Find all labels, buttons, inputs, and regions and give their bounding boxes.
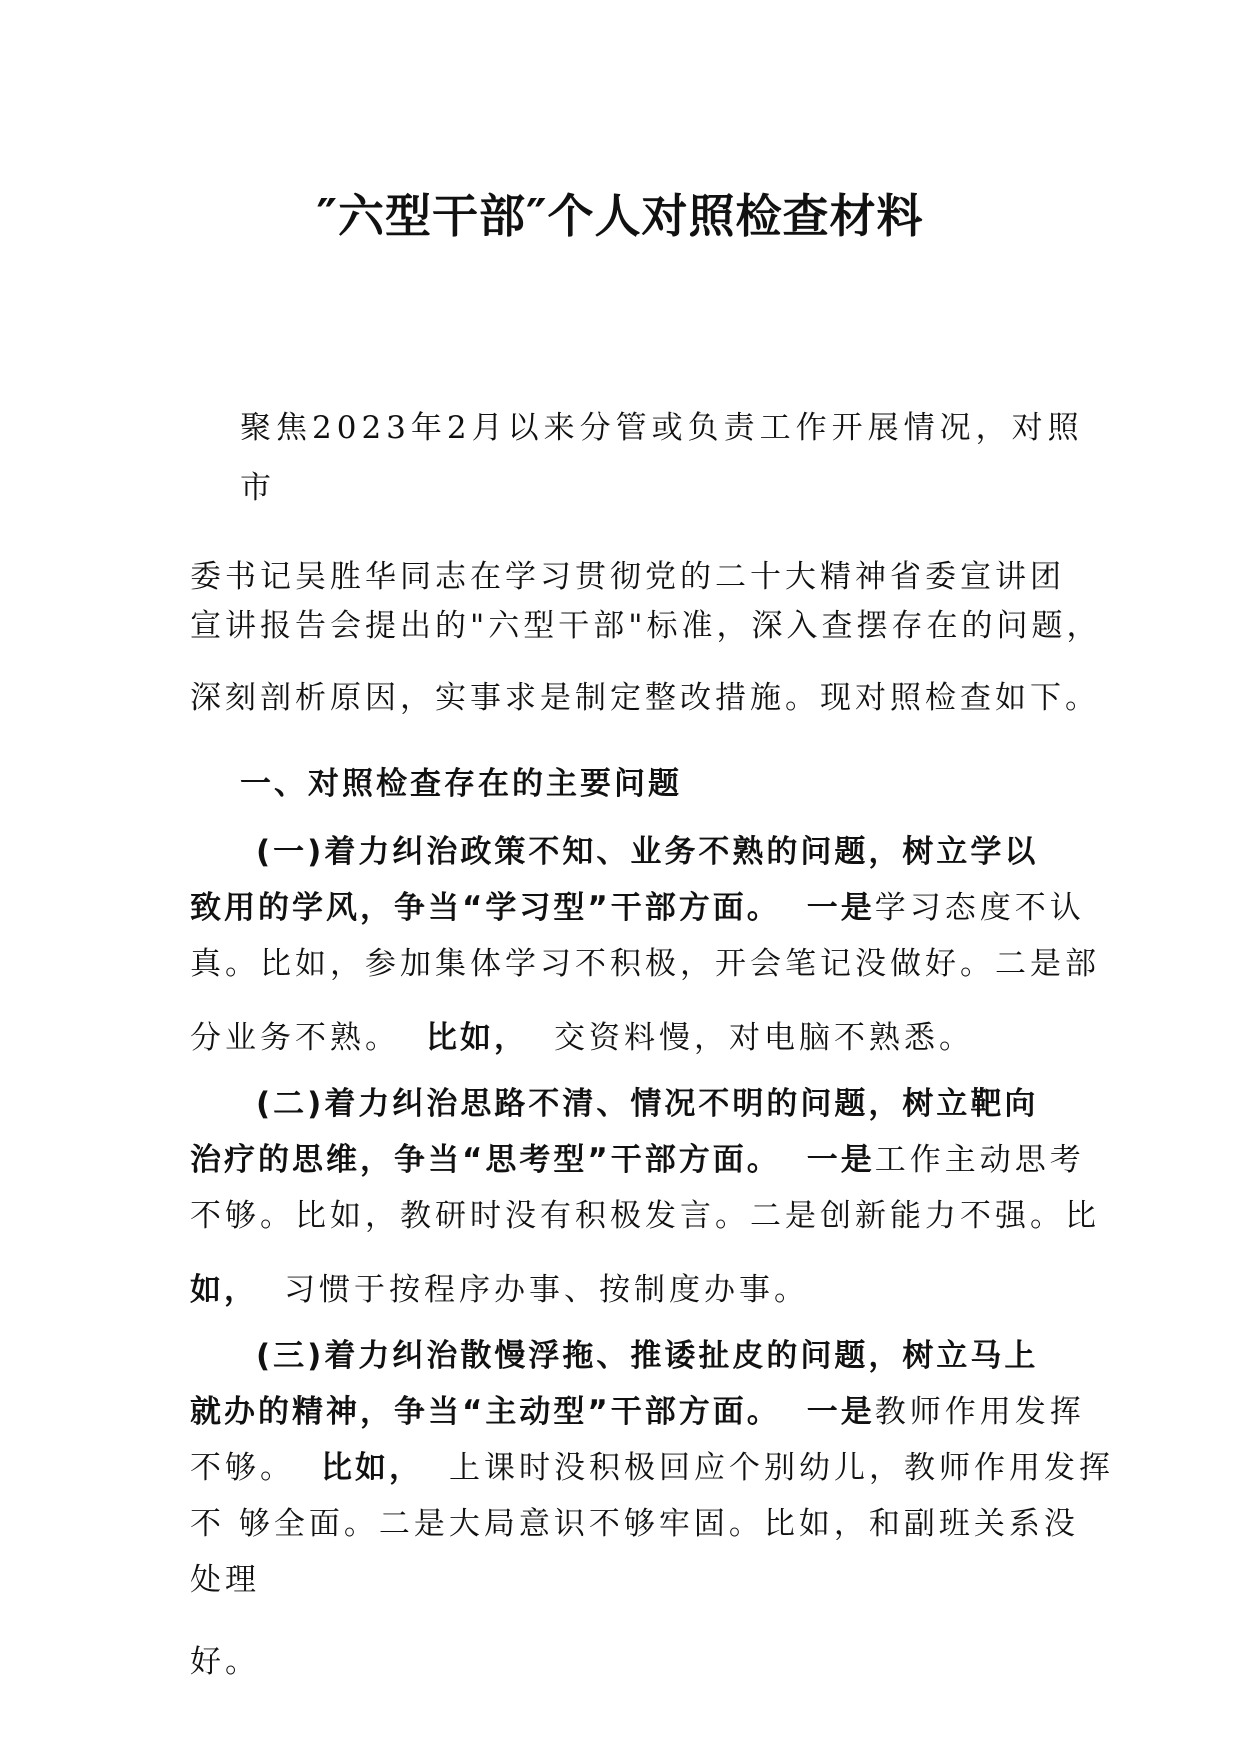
item2-line-4 xyxy=(190,1268,809,1312)
item1-heading-line-2: 致用的学风，争当“学习型”干部方面。 xyxy=(190,890,781,926)
item3-text-e: 处理 xyxy=(190,1562,260,1598)
item1-text-d: 交资料慢，对电脑不熟悉。 xyxy=(554,1020,974,1056)
item1-text-b: 真。比如，参加集体学习不积极，开会笔记没做好。二是部 xyxy=(190,946,1100,982)
item1-heading-line-1: (一)着力纠治政策不知、业务不熟的问题，树立学以 xyxy=(256,834,1039,870)
intro-line-5: 深刻剖析原因，实事求是制定整改措施。现对照检查如下。 xyxy=(190,680,1100,716)
item1-yishi-label: 一是 xyxy=(806,890,875,926)
item2-ru-label: 如， xyxy=(190,1272,258,1308)
item1-line-4 xyxy=(190,1016,974,1060)
item1-biru-label: 比如， xyxy=(426,1020,528,1056)
item2-line-2 xyxy=(190,1138,1085,1182)
item2-heading-line-1: (二)着力纠治思路不清、情况不明的问题，树立靶向 xyxy=(256,1086,1039,1122)
intro-line-4: 宣讲报告会提出的"六型干部"标准，深入查摆存在的问题， xyxy=(190,608,1102,644)
item2-text-a: 工作主动思考 xyxy=(874,1142,1085,1178)
item2-heading-line-2: 治疗的思维，争当“思考型”干部方面。 xyxy=(190,1142,781,1178)
item3-text-b: 不够。 xyxy=(190,1450,295,1486)
section-heading: 一、对照检查存在的主要问题 xyxy=(240,766,682,802)
item2-yishi-label: 一是 xyxy=(806,1142,875,1178)
item3-line-2 xyxy=(190,1390,1085,1434)
intro-line-1: 聚焦2023年2月以来分管或负责工作开展情况，对照 xyxy=(240,410,1084,446)
item3-line-3 xyxy=(190,1446,1114,1490)
intro-line-2: 市 xyxy=(240,470,275,506)
item2-text-c: 习惯于按程序办事、按制度办事。 xyxy=(284,1272,809,1308)
item1-text-a: 学习态度不认 xyxy=(874,890,1085,926)
document-title: ″六型干部″个人对照检查材料 xyxy=(316,189,924,243)
item3-text-f: 好。 xyxy=(190,1644,260,1680)
item2-text-b: 不够。比如，教研时没有积极发言。二是创新能力不强。比 xyxy=(190,1198,1100,1234)
item3-heading-line-1: (三)着力纠治散慢浮拖、推诿扯皮的问题，树立马上 xyxy=(256,1338,1039,1374)
item3-yishi-label: 一是 xyxy=(806,1394,875,1430)
item3-text-c: 上课时没积极回应个别幼儿，教师作用发挥 xyxy=(449,1450,1114,1486)
item3-text-d: 不 够全面。二是大局意识不够牢固。比如，和副班关系没 xyxy=(190,1506,1079,1542)
item3-heading-line-2: 就办的精神，争当“主动型”干部方面。 xyxy=(190,1394,781,1430)
item3-biru-label: 比如， xyxy=(321,1450,423,1486)
item1-text-c: 分业务不熟。 xyxy=(190,1020,400,1056)
item1-line-2 xyxy=(190,886,1085,930)
intro-line-3: 委书记吴胜华同志在学习贯彻党的二十大精神省委宣讲团 xyxy=(190,559,1065,595)
item3-text-a: 教师作用发挥 xyxy=(874,1394,1085,1430)
